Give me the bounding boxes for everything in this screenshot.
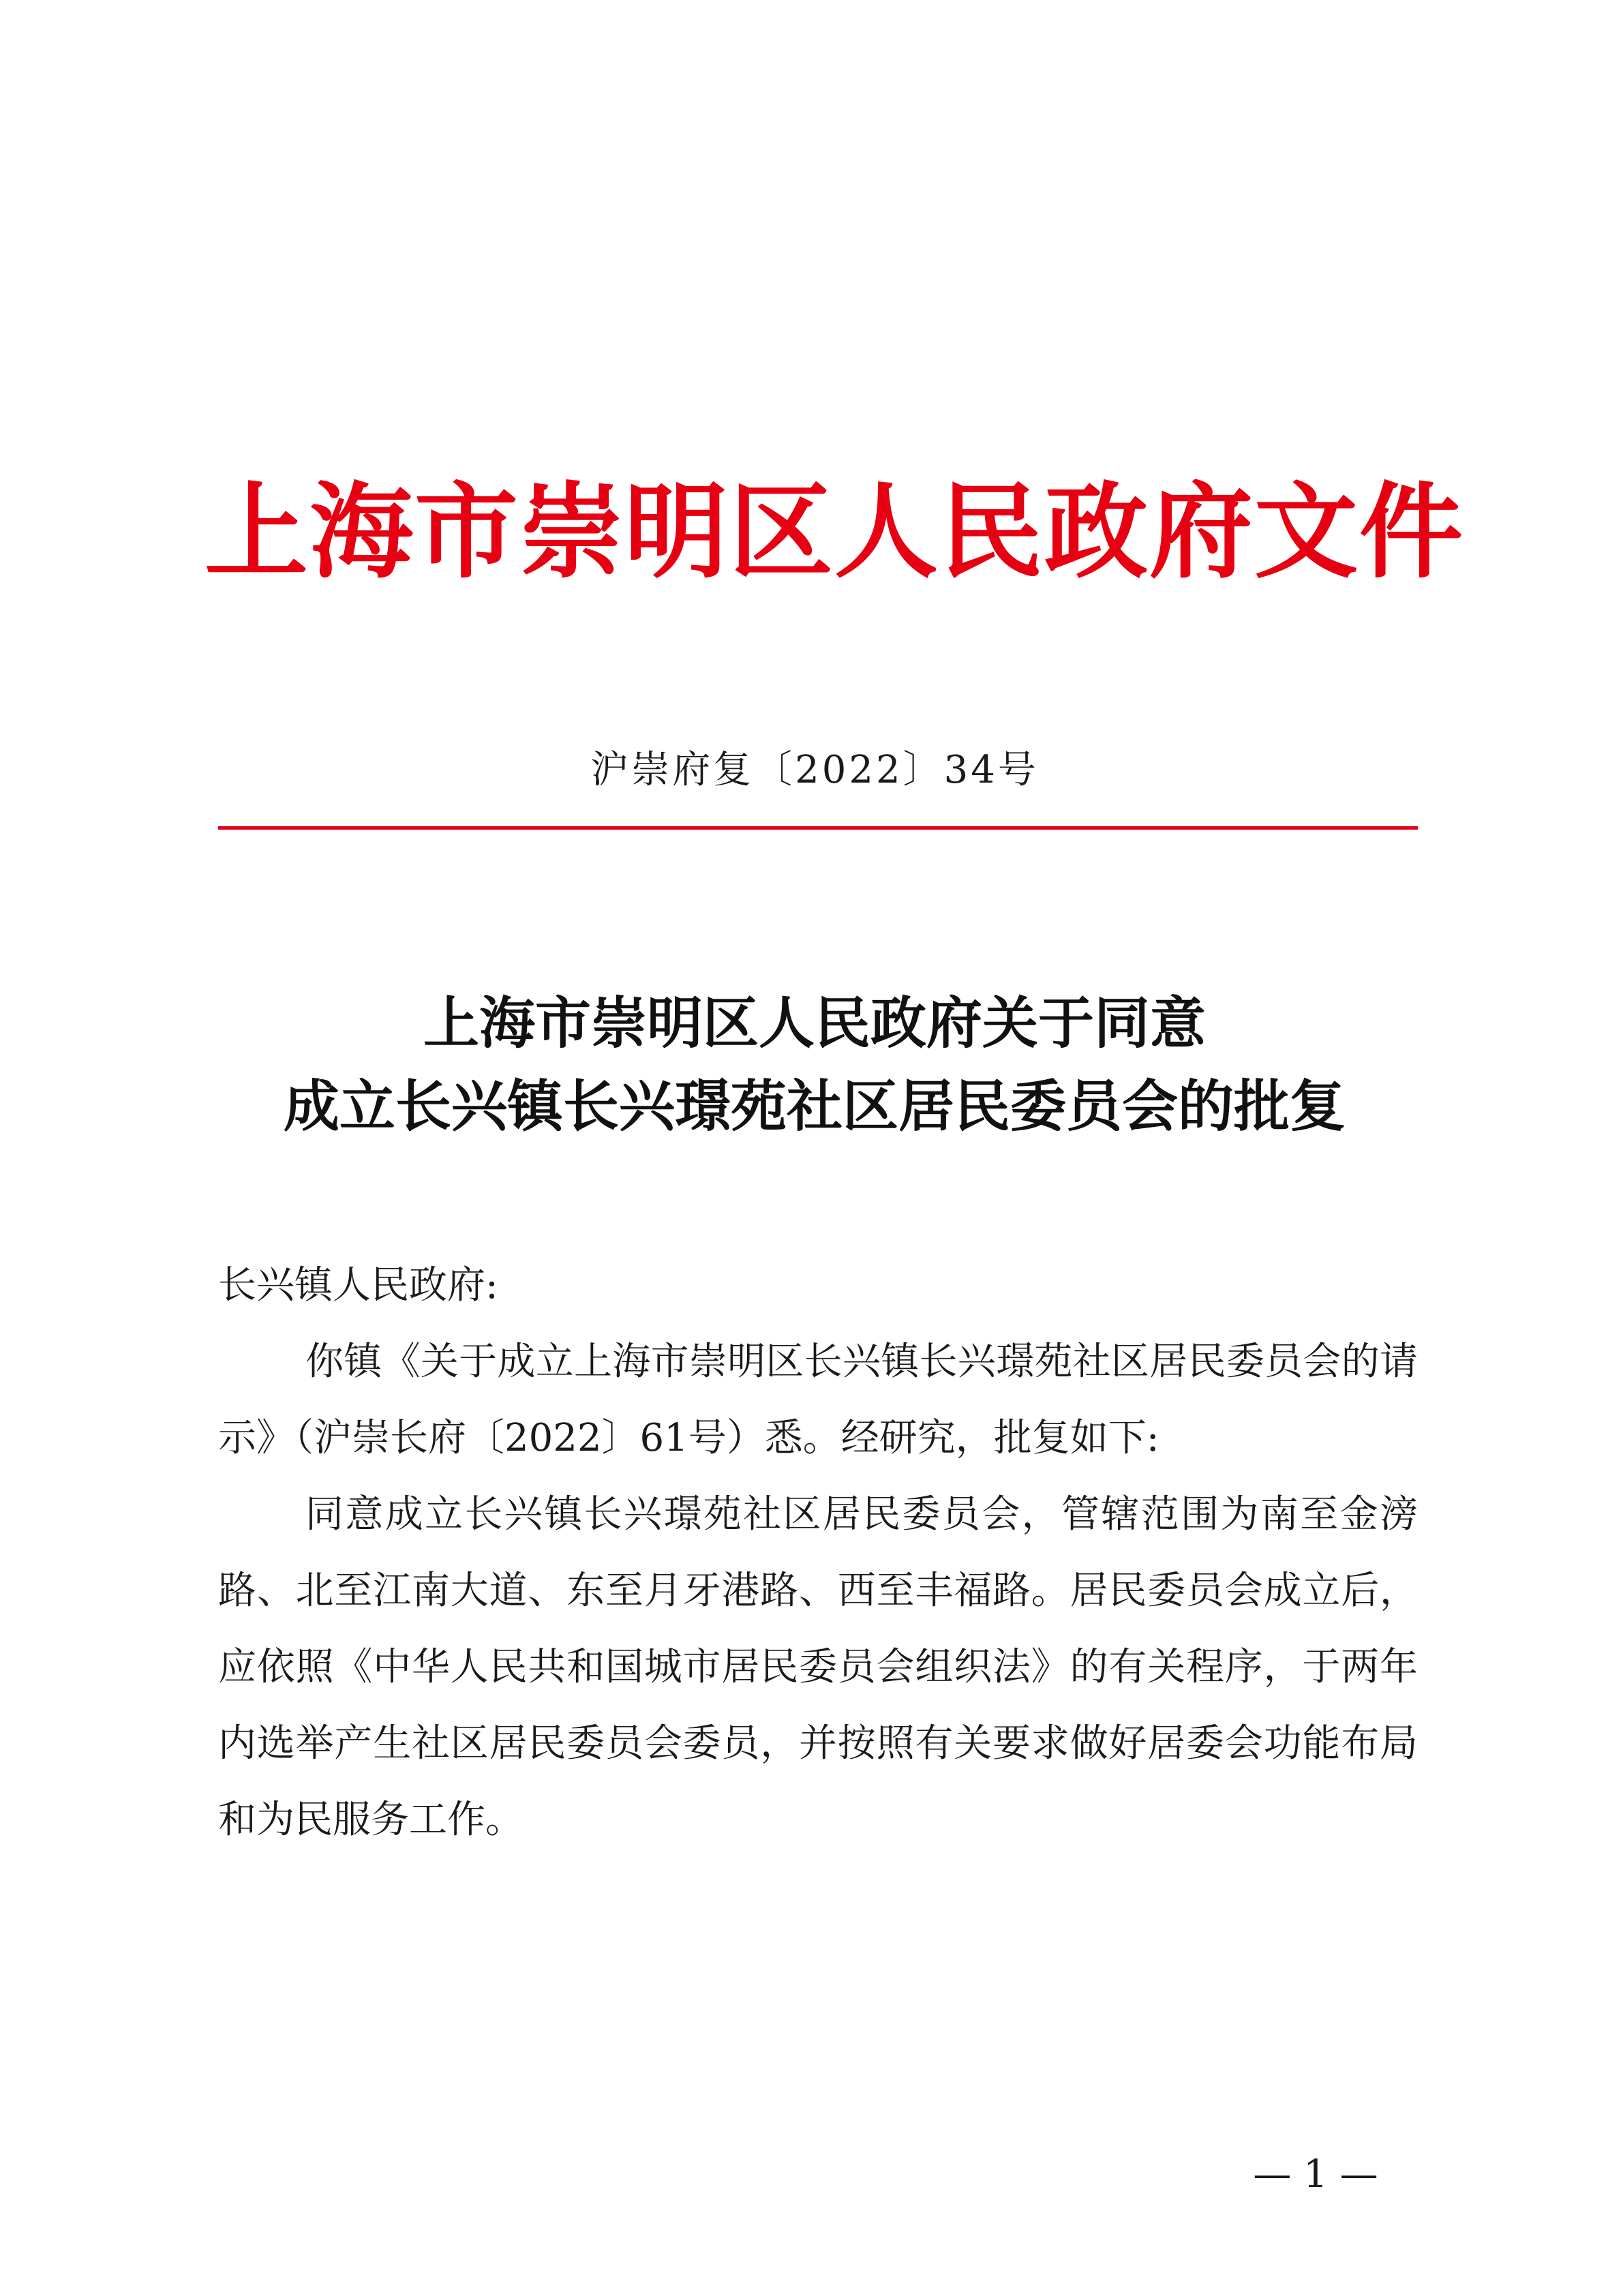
document-title (204, 982, 1425, 1148)
document-number: 沪崇府复〔2022〕34号 (590, 748, 1039, 792)
red-separator-line (218, 826, 1418, 830)
document-body (218, 1248, 1418, 1858)
title-line-1: 上海市崇明区人民政府关于同意 (423, 991, 1206, 1056)
masthead-title: 上海市崇明区人民政府文件 (204, 470, 1464, 592)
salutation: 长兴镇人民政府: (218, 1263, 498, 1308)
title-line-2: 成立长兴镇长兴璟苑社区居民委员会的批复 (283, 1074, 1346, 1139)
page-number: — 1 — (1253, 2152, 1378, 2196)
body-paragraph-2: 同意成立长兴镇长兴璟苑社区居民委员会，管辖范围为南至金滂路、北至江南大道、东至月牙港路、西至丰福路。居民委员会成立后，应依照《中华人民共和国城市居民委员会组织法》的有关程序，于两年内选举产生社区居民委员会委员，并按照有关要求做好居委会功能布局和为民服务工作。 (218, 1492, 1418, 1842)
body-paragraph-1: 你镇《关于成立上海市崇明区长兴镇长兴璟苑社区居民委员会的请示》（沪崇长府〔2022〕61号）悉。经研究，批复如下: (218, 1340, 1418, 1460)
